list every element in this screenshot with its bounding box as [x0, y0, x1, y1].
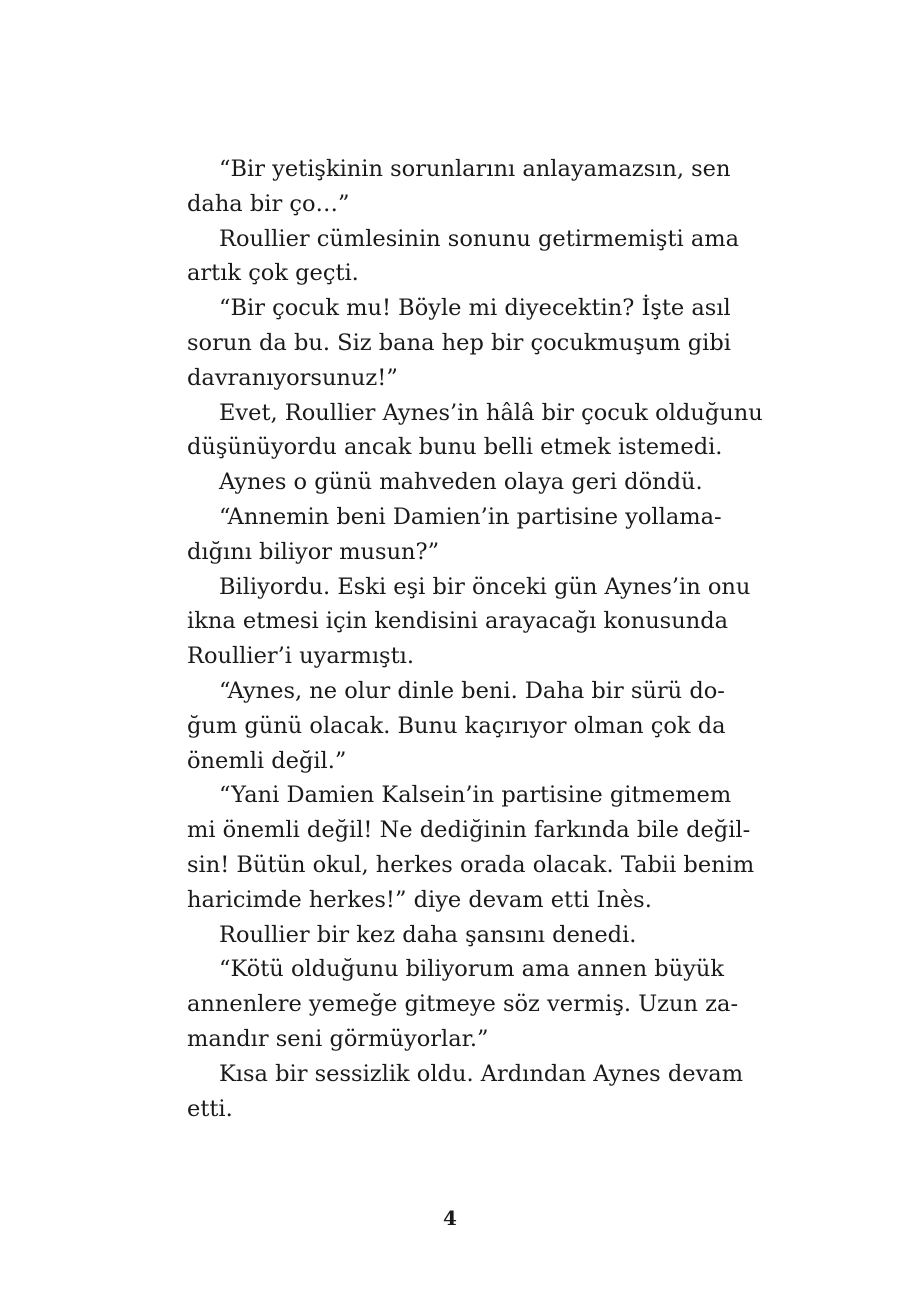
text-line: Roullier’i uyarmıştı. [187, 643, 414, 670]
text-line: annenlere yemeğe gitmeye söz vermiş. Uzun za- [187, 991, 739, 1018]
text-line: artık çok geçti. [187, 260, 359, 287]
text-line: ğum günü olacak. Bunu kaçırıyor olman çok da [187, 712, 726, 739]
text-line: daha bir ço…” [187, 190, 350, 217]
text-line: Biliyordu. Eski eşi bir önceki gün Aynes’in onu [219, 573, 751, 600]
text-line: “Bir yetişkinin sorunlarını anlayamazsın, sen [219, 156, 731, 182]
body-text [187, 152, 763, 1126]
text-line: mandır seni görmüyorlar.” [187, 1025, 489, 1052]
text-line: “Aynes, ne olur dinle beni. Daha bir sürü do- [219, 677, 725, 704]
text-line: Kısa bir sessizlik oldu. Ardından Aynes devam [219, 1060, 744, 1087]
text-line: mi önemli değil! Ne dediğinin farkında bile değil- [187, 817, 751, 844]
text-line: “Yani Damien Kalsein’in partisine gitmemem [219, 782, 732, 809]
page-number: 4 [443, 1206, 457, 1230]
text-line: önemli değil.” [187, 747, 347, 774]
text-line: dığını biliyor musun?” [187, 538, 440, 565]
text-line: sin! Bütün okul, herkes orada olacak. Tabii benim [187, 851, 755, 878]
text-line: davranıyorsunuz!” [187, 364, 398, 391]
text-line: Roullier bir kez daha şansını denedi. [219, 921, 637, 948]
text-line: “Annemin beni Damien’in partisine yollama- [219, 503, 722, 530]
text-line: sorun da bu. Siz bana hep bir çocukmuşum gibi [187, 329, 731, 356]
text-line: “Bir çocuk mu! Böyle mi diyecektin? İşte asıl [219, 295, 731, 322]
text-line: ikna etmesi için kendisini arayacağı konusunda [187, 608, 729, 635]
text-line: Evet, Roullier Aynes’in hâlâ bir çocuk olduğunu [219, 399, 763, 426]
text-line: etti. [187, 1095, 233, 1122]
text-line: düşünüyordu ancak bunu belli etmek istemedi. [187, 434, 723, 461]
text-line: Roullier cümlesinin sonunu getirmemişti ama [219, 225, 740, 252]
text-line: Aynes o günü mahveden olaya geri döndü. [219, 469, 703, 496]
text-line: “Kötü olduğunu biliyorum ama annen büyük [219, 956, 724, 983]
text-line: haricimde herkes!” diye devam etti Inès. [187, 886, 652, 913]
